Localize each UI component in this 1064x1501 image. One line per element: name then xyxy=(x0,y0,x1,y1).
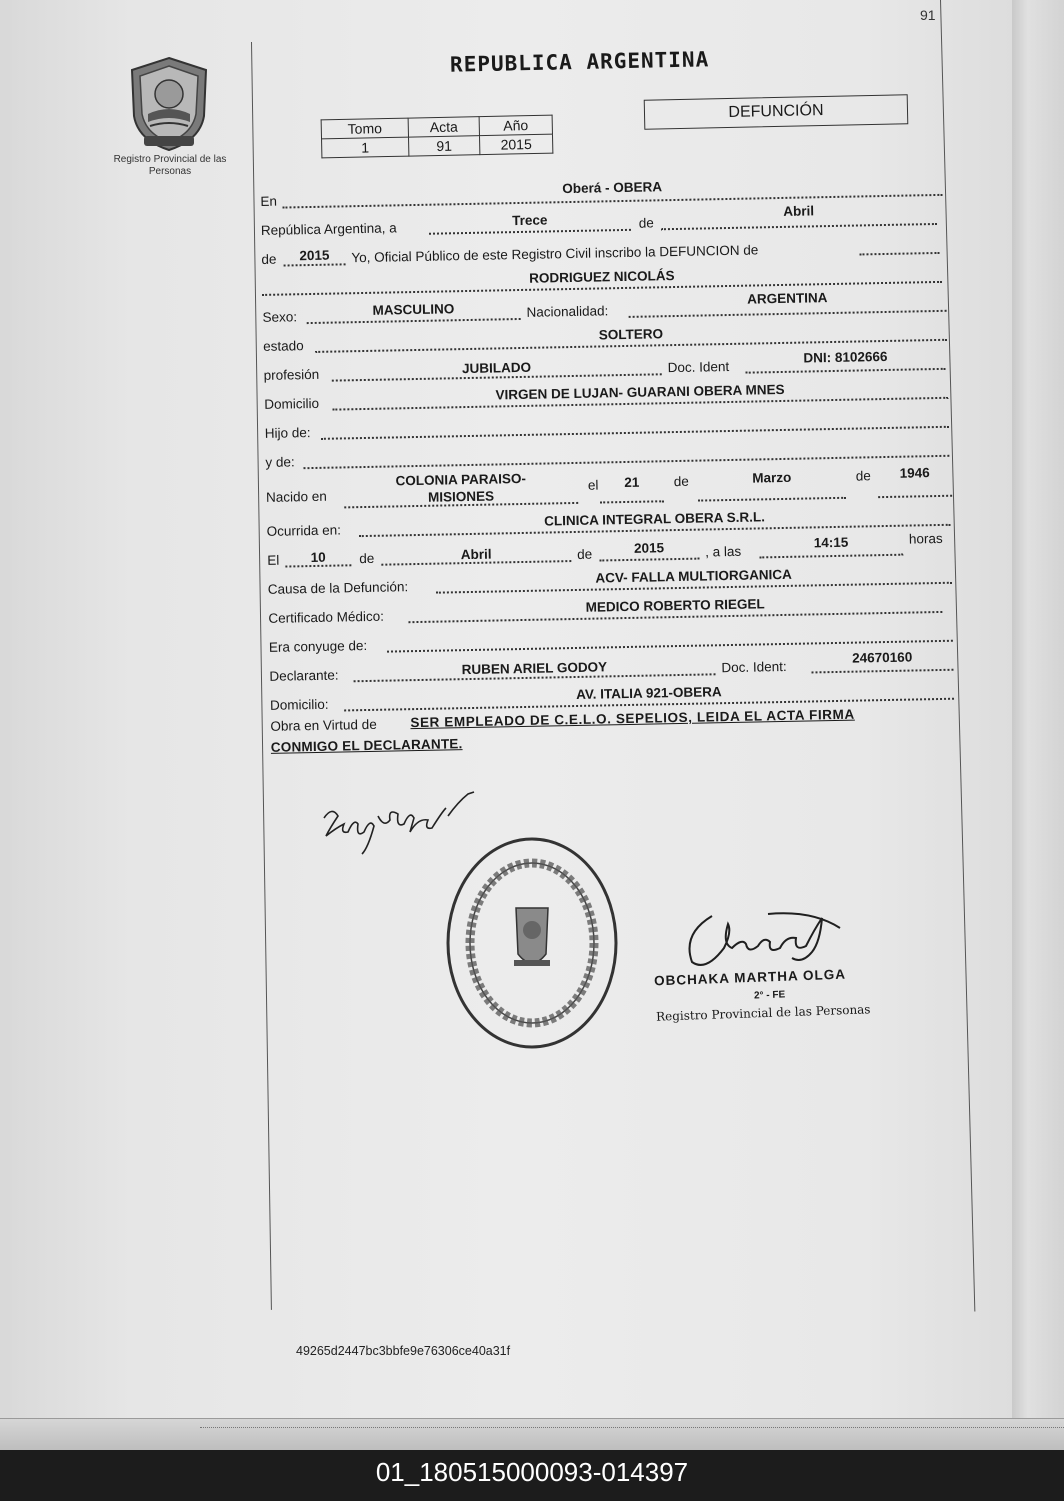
tomo-acta-ano-table xyxy=(321,115,554,159)
death-day: 10 xyxy=(310,549,326,566)
death-record-form xyxy=(258,170,969,760)
month-value: Abril xyxy=(783,203,815,219)
causa-value: ACV- FALLA MULTIORGANICA xyxy=(595,566,792,586)
domicilio2-value: AV. ITALIA 921-OBERA xyxy=(575,684,722,702)
ocurrida-value: CLINICA INTEGRAL OBERA S.R.L. xyxy=(544,509,766,529)
declarante-label: Declarante: xyxy=(269,667,339,684)
obra-label: Obra en Virtud de xyxy=(270,716,377,734)
profesion-label: profesión xyxy=(263,366,320,383)
dotted-line xyxy=(698,497,846,502)
table-value-ano: 2015 xyxy=(479,134,552,155)
certificado-label: Certificado Médico: xyxy=(268,608,385,626)
table-header-tomo: Tomo xyxy=(321,118,408,139)
nacionalidad-label: Nacionalidad: xyxy=(526,303,609,320)
folio-number: 91 xyxy=(920,7,936,23)
birth-month: Marzo xyxy=(752,469,792,486)
domicilio2-label: Domicilio: xyxy=(269,696,329,713)
profesion-value: JUBILADO xyxy=(461,359,532,377)
page-edge xyxy=(1012,0,1064,1450)
estado-label: estado xyxy=(262,338,304,354)
nacido-value-line2: MISIONES xyxy=(427,488,495,505)
nacionalidad-value: ARGENTINA xyxy=(747,290,828,307)
declarante-value: RUBEN ARIEL GODOY xyxy=(461,659,608,678)
yde-label: y de: xyxy=(265,454,295,470)
document-title: REPUBLICA ARGENTINA xyxy=(449,47,710,77)
domicilio-label: Domicilio xyxy=(264,395,320,412)
registry-label: Registro Provincial de las Personas xyxy=(113,154,227,177)
day-value: Trece xyxy=(511,212,548,229)
table-header-acta: Acta xyxy=(408,117,479,137)
dotted-line xyxy=(859,252,939,256)
statement-text: Yo, Oficial Público de este Registro Civil inscribo la DEFUNCION de xyxy=(351,242,759,266)
doc2-label: Doc. Ident: xyxy=(721,658,787,676)
birth-day: 21 xyxy=(624,474,640,491)
bottom-page-strip xyxy=(0,1418,1064,1450)
obra-value-line1: SER EMPLEADO DE C.E.L.O. SEPELIOS, LEIDA EL ACTA FIRMA xyxy=(410,706,855,731)
dotted-line xyxy=(878,495,952,498)
officer-role: 2° - FE xyxy=(753,989,786,1002)
table-value-tomo: 1 xyxy=(322,137,409,158)
en-label: En xyxy=(260,193,278,209)
document-hash: 49265d2447bc3bbfe9e76306ce40a31f xyxy=(296,1344,511,1358)
death-month: Abril xyxy=(460,546,492,563)
horas-label: horas xyxy=(908,530,943,547)
nacido-value-line1: COLONIA PARAISO- xyxy=(395,470,527,489)
doc-label: Doc. Ident xyxy=(667,358,730,376)
republica-label: República Argentina, a xyxy=(260,220,397,238)
province-crest-icon xyxy=(126,56,212,152)
alas-label: , a las xyxy=(705,543,742,560)
certificado-value: MEDICO ROBERTO RIEGEL xyxy=(585,596,765,615)
sexo-value: MASCULINO xyxy=(372,301,455,318)
dotted-line xyxy=(759,554,903,559)
conyuge-label: Era conyuge de: xyxy=(268,637,368,655)
birth-year: 1946 xyxy=(899,465,930,481)
death-year: 2015 xyxy=(633,540,665,556)
domicilio-value: VIRGEN DE LUJAN- GUARANI OBERA MNES xyxy=(495,381,785,403)
de4-label: de xyxy=(855,468,871,484)
deceased-name: RODRIGUEZ NICOLÁS xyxy=(528,268,675,286)
place-value: Oberá - OBERA xyxy=(562,179,663,197)
de5-label: de xyxy=(359,550,375,567)
officer-signature xyxy=(672,908,852,974)
table-value-acta: 91 xyxy=(409,136,480,156)
dotted-line xyxy=(284,263,346,266)
table-header-ano: Año xyxy=(479,115,552,136)
ocurrida-label: Ocurrida en: xyxy=(266,522,342,539)
officer-name: OBCHAKA MARTHA OLGA xyxy=(653,966,847,989)
causa-label: Causa de la Defunción: xyxy=(267,579,409,597)
sexo-label: Sexo: xyxy=(262,309,298,325)
el2-label: El xyxy=(267,552,280,568)
official-seal xyxy=(444,836,620,1050)
dotted-line xyxy=(599,558,699,562)
doc2-value: 24670160 xyxy=(852,649,913,666)
nacido-label: Nacido en xyxy=(265,488,327,505)
dotted-line xyxy=(600,500,664,503)
dotted-line xyxy=(811,669,953,674)
de2-label: de xyxy=(261,251,277,267)
de-label: de xyxy=(638,215,655,231)
record-type-box: DEFUNCIÓN xyxy=(644,94,909,130)
doc-value: DNI: 8102666 xyxy=(803,348,888,366)
de3-label: de xyxy=(673,473,689,490)
de6-label: de xyxy=(577,546,593,562)
el-label: el xyxy=(587,477,599,493)
estado-value: SOLTERO xyxy=(598,326,664,343)
year-value: 2015 xyxy=(299,247,330,264)
hijo-label: Hijo de: xyxy=(264,425,311,441)
officer-office: Registro Provincial de las Personas xyxy=(655,1002,871,1024)
obra-value-line2: CONMIGO EL DECLARANTE. xyxy=(270,736,463,755)
death-time: 14:15 xyxy=(813,534,849,551)
image-caption: 01_180515000093-014397 xyxy=(375,1457,689,1487)
